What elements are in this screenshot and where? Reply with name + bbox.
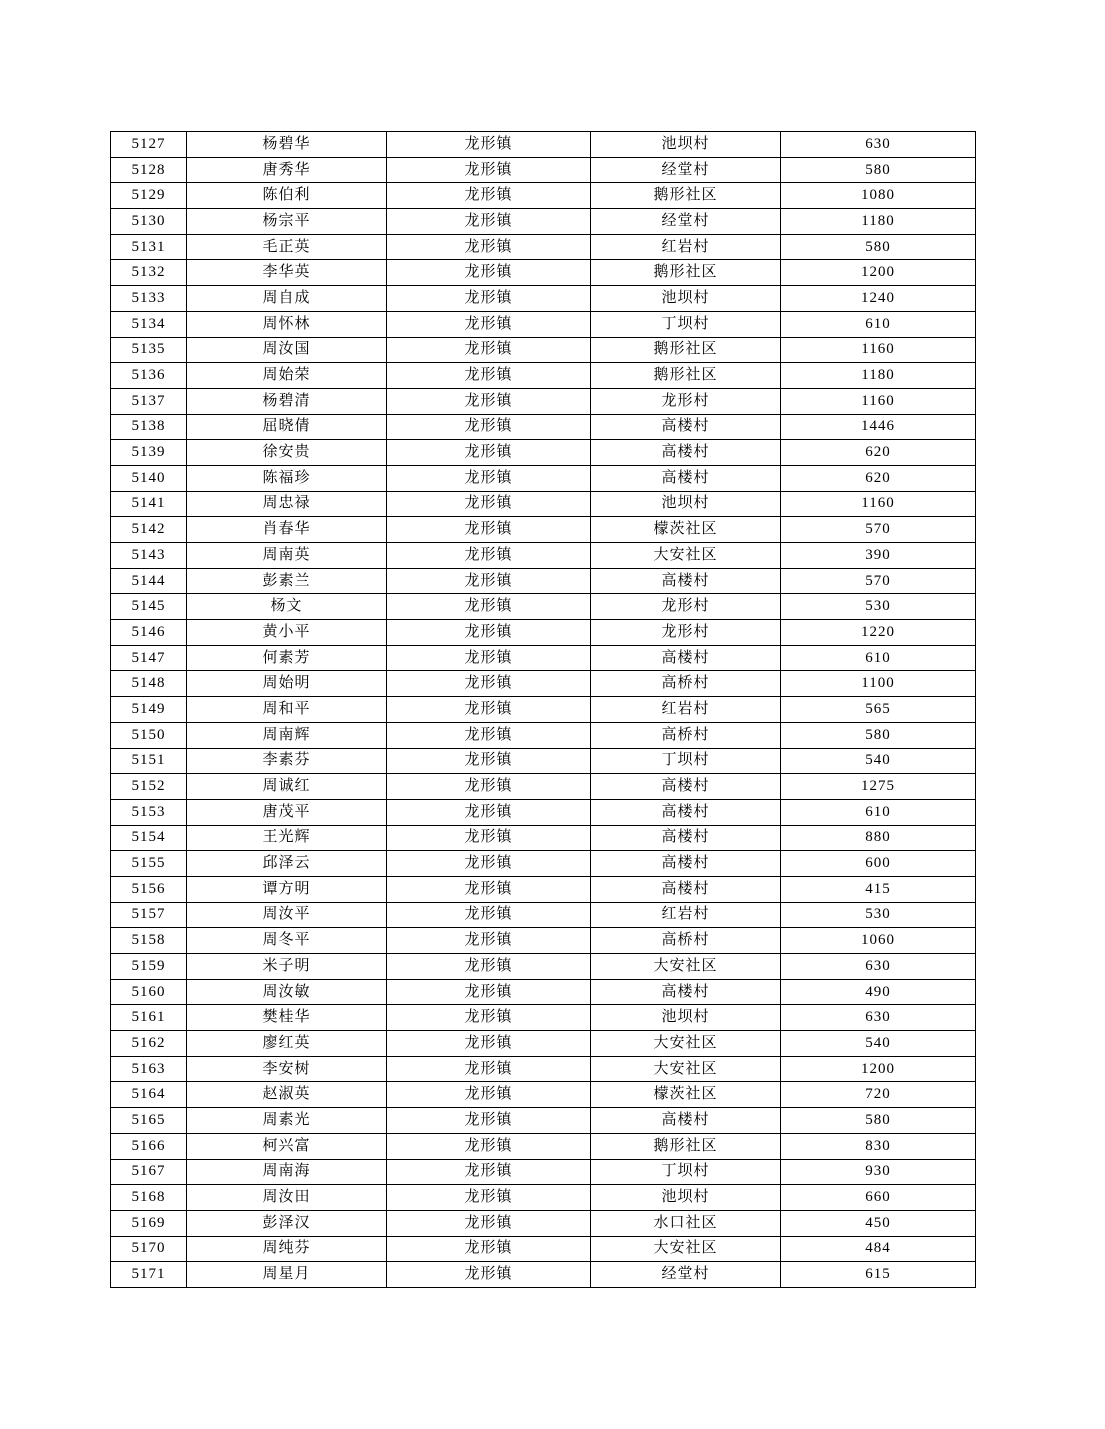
data-table	[110, 131, 976, 1288]
table-row	[111, 671, 976, 697]
cell-village: 鹅形社区	[591, 363, 781, 389]
cell-town: 龙形镇	[387, 157, 591, 183]
cell-name: 周始荣	[187, 363, 387, 389]
cell-village: 高楼村	[591, 568, 781, 594]
cell-id: 5143	[111, 543, 187, 569]
cell-name: 周汝国	[187, 337, 387, 363]
cell-id: 5155	[111, 851, 187, 877]
table-row	[111, 543, 976, 569]
cell-id: 5134	[111, 311, 187, 337]
cell-village: 高楼村	[591, 414, 781, 440]
cell-name: 徐安贵	[187, 440, 387, 466]
cell-id: 5137	[111, 388, 187, 414]
cell-amount: 570	[781, 517, 976, 543]
table-row	[111, 748, 976, 774]
cell-amount: 930	[781, 1159, 976, 1185]
cell-name: 唐秀华	[187, 157, 387, 183]
cell-id: 5163	[111, 1056, 187, 1082]
cell-amount: 450	[781, 1210, 976, 1236]
cell-name: 周忠禄	[187, 491, 387, 517]
cell-village: 龙形村	[591, 388, 781, 414]
table-row	[111, 1108, 976, 1134]
cell-village: 池坝村	[591, 491, 781, 517]
cell-village: 池坝村	[591, 286, 781, 312]
cell-name: 周自成	[187, 286, 387, 312]
cell-amount: 615	[781, 1262, 976, 1288]
cell-amount: 1200	[781, 1056, 976, 1082]
cell-town: 龙形镇	[387, 132, 591, 158]
cell-amount: 1160	[781, 491, 976, 517]
cell-village: 高楼村	[591, 979, 781, 1005]
cell-name: 周怀林	[187, 311, 387, 337]
table-row	[111, 132, 976, 158]
cell-town: 龙形镇	[387, 543, 591, 569]
table-row	[111, 594, 976, 620]
table-row	[111, 363, 976, 389]
cell-id: 5150	[111, 722, 187, 748]
table-row	[111, 825, 976, 851]
cell-amount: 580	[781, 1108, 976, 1134]
cell-village: 檬茨社区	[591, 1082, 781, 1108]
cell-id: 5146	[111, 620, 187, 646]
cell-town: 龙形镇	[387, 286, 591, 312]
cell-amount: 620	[781, 440, 976, 466]
cell-name: 李华英	[187, 260, 387, 286]
cell-amount: 1060	[781, 928, 976, 954]
cell-id: 5135	[111, 337, 187, 363]
cell-village: 高楼村	[591, 645, 781, 671]
cell-town: 龙形镇	[387, 183, 591, 209]
cell-name: 陈伯利	[187, 183, 387, 209]
table-row	[111, 1262, 976, 1288]
cell-village: 大安社区	[591, 1236, 781, 1262]
table-row	[111, 1210, 976, 1236]
cell-name: 柯兴富	[187, 1133, 387, 1159]
cell-name: 唐茂平	[187, 799, 387, 825]
cell-town: 龙形镇	[387, 594, 591, 620]
cell-amount: 1240	[781, 286, 976, 312]
cell-village: 高楼村	[591, 851, 781, 877]
cell-town: 龙形镇	[387, 260, 591, 286]
cell-town: 龙形镇	[387, 568, 591, 594]
cell-village: 高楼村	[591, 774, 781, 800]
cell-town: 龙形镇	[387, 1159, 591, 1185]
cell-village: 红岩村	[591, 697, 781, 723]
cell-name: 赵淑英	[187, 1082, 387, 1108]
cell-name: 肖春华	[187, 517, 387, 543]
cell-amount: 600	[781, 851, 976, 877]
cell-town: 龙形镇	[387, 465, 591, 491]
cell-name: 周汝平	[187, 902, 387, 928]
cell-town: 龙形镇	[387, 311, 591, 337]
cell-amount: 610	[781, 645, 976, 671]
cell-id: 5128	[111, 157, 187, 183]
cell-name: 何素芳	[187, 645, 387, 671]
cell-village: 丁坝村	[591, 748, 781, 774]
cell-town: 龙形镇	[387, 234, 591, 260]
cell-amount: 484	[781, 1236, 976, 1262]
cell-amount: 490	[781, 979, 976, 1005]
cell-name: 李素芬	[187, 748, 387, 774]
cell-amount: 580	[781, 157, 976, 183]
cell-town: 龙形镇	[387, 1185, 591, 1211]
table-row	[111, 465, 976, 491]
cell-name: 彭素兰	[187, 568, 387, 594]
cell-name: 周和平	[187, 697, 387, 723]
cell-amount: 620	[781, 465, 976, 491]
cell-name: 周纯芬	[187, 1236, 387, 1262]
cell-id: 5140	[111, 465, 187, 491]
cell-id: 5159	[111, 954, 187, 980]
cell-id: 5169	[111, 1210, 187, 1236]
cell-id: 5149	[111, 697, 187, 723]
cell-village: 丁坝村	[591, 311, 781, 337]
cell-amount: 565	[781, 697, 976, 723]
cell-town: 龙形镇	[387, 491, 591, 517]
cell-id: 5151	[111, 748, 187, 774]
table-row	[111, 157, 976, 183]
table-row	[111, 1031, 976, 1057]
cell-name: 杨碧清	[187, 388, 387, 414]
cell-village: 鹅形社区	[591, 1133, 781, 1159]
cell-id: 5160	[111, 979, 187, 1005]
cell-town: 龙形镇	[387, 517, 591, 543]
table-row	[111, 1082, 976, 1108]
cell-name: 杨宗平	[187, 209, 387, 235]
cell-name: 毛正英	[187, 234, 387, 260]
cell-id: 5168	[111, 1185, 187, 1211]
cell-village: 高桥村	[591, 928, 781, 954]
cell-id: 5164	[111, 1082, 187, 1108]
cell-town: 龙形镇	[387, 337, 591, 363]
cell-village: 红岩村	[591, 234, 781, 260]
cell-name: 周南英	[187, 543, 387, 569]
cell-id: 5162	[111, 1031, 187, 1057]
cell-amount: 580	[781, 234, 976, 260]
cell-village: 鹅形社区	[591, 183, 781, 209]
cell-amount: 610	[781, 311, 976, 337]
cell-amount: 1446	[781, 414, 976, 440]
cell-amount: 630	[781, 1005, 976, 1031]
cell-amount: 530	[781, 902, 976, 928]
table-row	[111, 517, 976, 543]
cell-village: 高桥村	[591, 671, 781, 697]
cell-id: 5142	[111, 517, 187, 543]
cell-name: 杨文	[187, 594, 387, 620]
cell-village: 经堂村	[591, 209, 781, 235]
cell-village: 池坝村	[591, 1185, 781, 1211]
table-row	[111, 954, 976, 980]
cell-name: 周汝田	[187, 1185, 387, 1211]
cell-town: 龙形镇	[387, 1236, 591, 1262]
table-row	[111, 928, 976, 954]
cell-town: 龙形镇	[387, 363, 591, 389]
cell-name: 王光辉	[187, 825, 387, 851]
cell-town: 龙形镇	[387, 722, 591, 748]
cell-village: 丁坝村	[591, 1159, 781, 1185]
cell-id: 5156	[111, 876, 187, 902]
cell-id: 5147	[111, 645, 187, 671]
table-row	[111, 774, 976, 800]
table-row	[111, 851, 976, 877]
cell-amount: 415	[781, 876, 976, 902]
cell-amount: 630	[781, 132, 976, 158]
table-row	[111, 234, 976, 260]
cell-name: 周始明	[187, 671, 387, 697]
cell-amount: 540	[781, 748, 976, 774]
cell-amount: 1180	[781, 363, 976, 389]
cell-town: 龙形镇	[387, 979, 591, 1005]
cell-amount: 570	[781, 568, 976, 594]
cell-town: 龙形镇	[387, 1005, 591, 1031]
cell-id: 5166	[111, 1133, 187, 1159]
cell-id: 5129	[111, 183, 187, 209]
cell-id: 5153	[111, 799, 187, 825]
cell-amount: 1100	[781, 671, 976, 697]
cell-id: 5145	[111, 594, 187, 620]
cell-village: 高楼村	[591, 799, 781, 825]
cell-town: 龙形镇	[387, 1133, 591, 1159]
cell-town: 龙形镇	[387, 671, 591, 697]
table-row	[111, 183, 976, 209]
cell-id: 5136	[111, 363, 187, 389]
cell-town: 龙形镇	[387, 645, 591, 671]
cell-name: 陈福珍	[187, 465, 387, 491]
cell-village: 高桥村	[591, 722, 781, 748]
table-row	[111, 620, 976, 646]
cell-name: 米子明	[187, 954, 387, 980]
cell-id: 5161	[111, 1005, 187, 1031]
cell-town: 龙形镇	[387, 902, 591, 928]
cell-village: 经堂村	[591, 1262, 781, 1288]
cell-town: 龙形镇	[387, 440, 591, 466]
cell-id: 5171	[111, 1262, 187, 1288]
cell-amount: 1180	[781, 209, 976, 235]
cell-town: 龙形镇	[387, 620, 591, 646]
table-row	[111, 1056, 976, 1082]
cell-id: 5152	[111, 774, 187, 800]
cell-town: 龙形镇	[387, 414, 591, 440]
cell-name: 黄小平	[187, 620, 387, 646]
cell-town: 龙形镇	[387, 1082, 591, 1108]
cell-amount: 830	[781, 1133, 976, 1159]
cell-village: 高楼村	[591, 465, 781, 491]
cell-town: 龙形镇	[387, 1031, 591, 1057]
cell-town: 龙形镇	[387, 1108, 591, 1134]
cell-town: 龙形镇	[387, 799, 591, 825]
table-body	[111, 132, 976, 1288]
cell-amount: 390	[781, 543, 976, 569]
cell-town: 龙形镇	[387, 825, 591, 851]
table-row	[111, 260, 976, 286]
cell-town: 龙形镇	[387, 1210, 591, 1236]
table-row	[111, 876, 976, 902]
table-row	[111, 1133, 976, 1159]
cell-village: 大安社区	[591, 954, 781, 980]
cell-id: 5167	[111, 1159, 187, 1185]
cell-amount: 580	[781, 722, 976, 748]
cell-town: 龙形镇	[387, 388, 591, 414]
cell-id: 5139	[111, 440, 187, 466]
cell-name: 邱泽云	[187, 851, 387, 877]
cell-amount: 720	[781, 1082, 976, 1108]
cell-village: 鹅形社区	[591, 337, 781, 363]
cell-village: 红岩村	[591, 902, 781, 928]
cell-village: 大安社区	[591, 1031, 781, 1057]
cell-village: 鹅形社区	[591, 260, 781, 286]
table-row	[111, 1236, 976, 1262]
cell-name: 周星月	[187, 1262, 387, 1288]
cell-name: 周南海	[187, 1159, 387, 1185]
cell-name: 杨碧华	[187, 132, 387, 158]
cell-id: 5132	[111, 260, 187, 286]
cell-village: 龙形村	[591, 594, 781, 620]
cell-amount: 540	[781, 1031, 976, 1057]
cell-amount: 1275	[781, 774, 976, 800]
cell-town: 龙形镇	[387, 697, 591, 723]
cell-name: 周素光	[187, 1108, 387, 1134]
cell-amount: 610	[781, 799, 976, 825]
table-row	[111, 902, 976, 928]
cell-village: 经堂村	[591, 157, 781, 183]
table-row	[111, 722, 976, 748]
cell-village: 檬茨社区	[591, 517, 781, 543]
table-row	[111, 491, 976, 517]
cell-amount: 1200	[781, 260, 976, 286]
cell-town: 龙形镇	[387, 851, 591, 877]
cell-id: 5144	[111, 568, 187, 594]
cell-name: 彭泽汉	[187, 1210, 387, 1236]
cell-id: 5131	[111, 234, 187, 260]
cell-town: 龙形镇	[387, 954, 591, 980]
cell-id: 5170	[111, 1236, 187, 1262]
table-row	[111, 337, 976, 363]
cell-name: 谭方明	[187, 876, 387, 902]
cell-town: 龙形镇	[387, 748, 591, 774]
cell-id: 5148	[111, 671, 187, 697]
table-row	[111, 311, 976, 337]
cell-town: 龙形镇	[387, 876, 591, 902]
table-row	[111, 799, 976, 825]
cell-village: 高楼村	[591, 1108, 781, 1134]
cell-amount: 880	[781, 825, 976, 851]
cell-village: 高楼村	[591, 440, 781, 466]
cell-village: 池坝村	[591, 132, 781, 158]
cell-amount: 1160	[781, 337, 976, 363]
cell-id: 5138	[111, 414, 187, 440]
cell-id: 5130	[111, 209, 187, 235]
table-row	[111, 1159, 976, 1185]
cell-village: 龙形村	[591, 620, 781, 646]
cell-town: 龙形镇	[387, 928, 591, 954]
cell-town: 龙形镇	[387, 774, 591, 800]
table-row	[111, 1185, 976, 1211]
cell-amount: 1220	[781, 620, 976, 646]
cell-village: 池坝村	[591, 1005, 781, 1031]
cell-name: 周冬平	[187, 928, 387, 954]
cell-village: 高楼村	[591, 825, 781, 851]
cell-village: 大安社区	[591, 543, 781, 569]
cell-amount: 660	[781, 1185, 976, 1211]
cell-id: 5133	[111, 286, 187, 312]
cell-town: 龙形镇	[387, 1056, 591, 1082]
table-row	[111, 568, 976, 594]
table-row	[111, 697, 976, 723]
cell-village: 高楼村	[591, 876, 781, 902]
cell-name: 周南辉	[187, 722, 387, 748]
table-row	[111, 1005, 976, 1031]
cell-village: 大安社区	[591, 1056, 781, 1082]
table-row	[111, 979, 976, 1005]
cell-name: 樊桂华	[187, 1005, 387, 1031]
cell-amount: 530	[781, 594, 976, 620]
cell-town: 龙形镇	[387, 1262, 591, 1288]
cell-name: 周汝敏	[187, 979, 387, 1005]
cell-amount: 630	[781, 954, 976, 980]
cell-name: 廖红英	[187, 1031, 387, 1057]
cell-amount: 1080	[781, 183, 976, 209]
table-row	[111, 388, 976, 414]
cell-town: 龙形镇	[387, 209, 591, 235]
table-row	[111, 414, 976, 440]
cell-name: 屈晓倩	[187, 414, 387, 440]
cell-id: 5127	[111, 132, 187, 158]
cell-id: 5157	[111, 902, 187, 928]
table-row	[111, 286, 976, 312]
table-row	[111, 209, 976, 235]
cell-name: 李安树	[187, 1056, 387, 1082]
table-row	[111, 440, 976, 466]
table-row	[111, 645, 976, 671]
cell-name: 周诚红	[187, 774, 387, 800]
cell-id: 5165	[111, 1108, 187, 1134]
cell-amount: 1160	[781, 388, 976, 414]
cell-village: 水口社区	[591, 1210, 781, 1236]
cell-id: 5154	[111, 825, 187, 851]
cell-id: 5141	[111, 491, 187, 517]
cell-id: 5158	[111, 928, 187, 954]
